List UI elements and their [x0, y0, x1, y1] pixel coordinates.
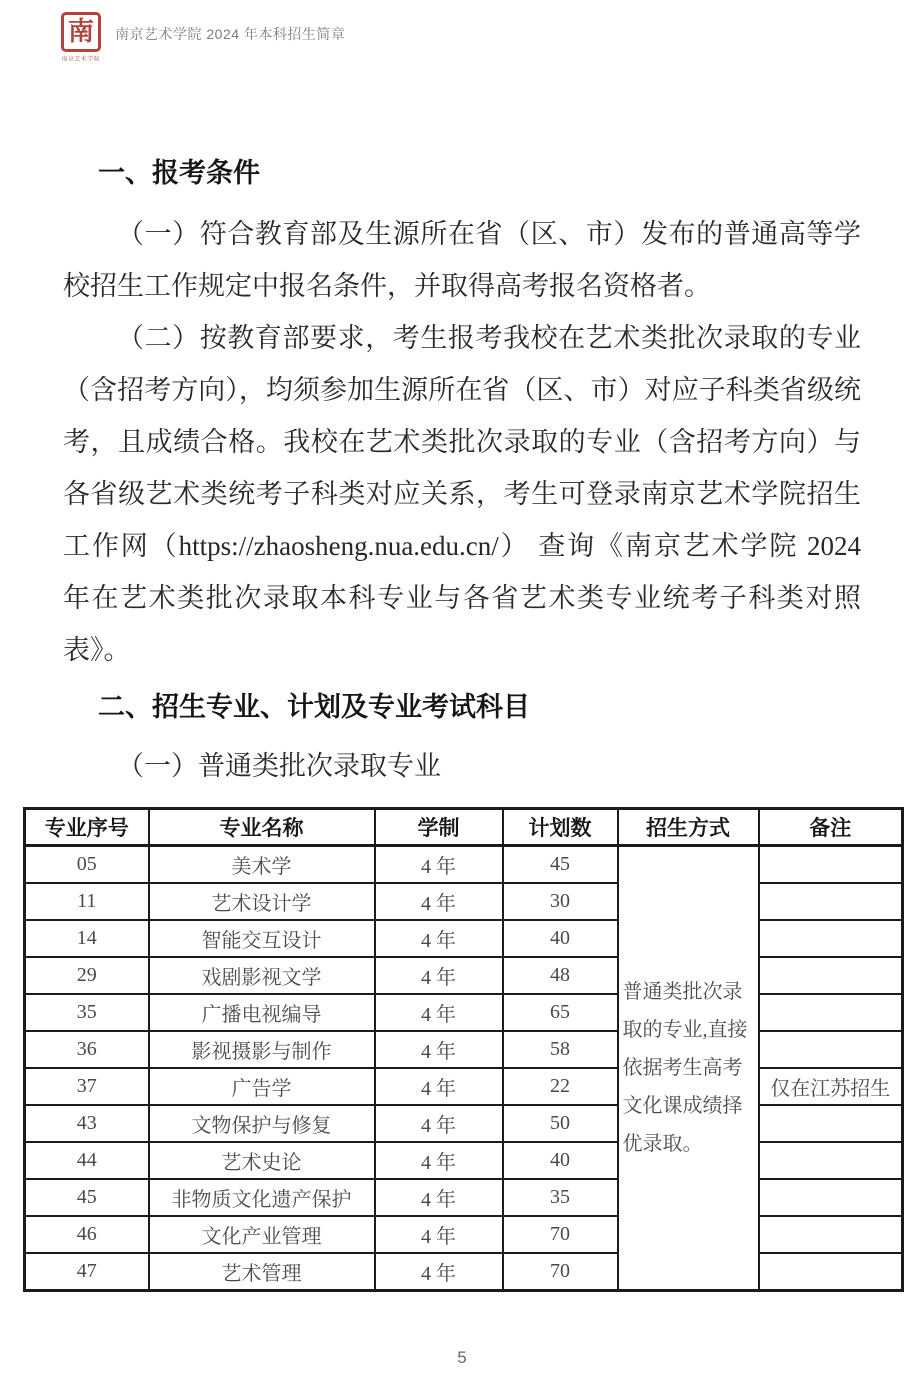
table-row: [25, 1031, 903, 1068]
cell-remark: [759, 1253, 903, 1291]
table-row: [25, 1105, 903, 1142]
table-row: [25, 994, 903, 1031]
column-header-admission-method: 招生方式: [618, 809, 759, 846]
cell-major-no: 35: [25, 994, 149, 1031]
cell-major-name: 非物质文化遗产保护: [149, 1179, 375, 1216]
section-2-heading: 二、招生专业、计划及专业考试科目: [98, 692, 530, 722]
table-header-row: [25, 809, 903, 846]
admission-plan-table-wrapper: [23, 807, 901, 1292]
cell-major-no: 37: [25, 1068, 149, 1105]
cell-major-no: 47: [25, 1253, 149, 1291]
cell-remark: [759, 920, 903, 957]
cell-duration: 4 年: [375, 1105, 503, 1142]
column-header-remark: 备注: [759, 809, 903, 846]
university-logo: [57, 12, 105, 64]
page-footer: [0, 1348, 924, 1368]
cell-remark: [759, 994, 903, 1031]
cell-duration: 4 年: [375, 1253, 503, 1291]
column-header-plan-count: 计划数: [503, 809, 618, 846]
cell-duration: 4 年: [375, 883, 503, 920]
cell-major-name: 美术学: [149, 846, 375, 884]
subsection-1-heading: （一）普通类批次录取专业: [117, 751, 441, 781]
document-header-title: 南京艺术学院 2024 年本科招生简章: [115, 26, 346, 42]
cell-plan-count: 30: [503, 883, 618, 920]
page-number: 5: [457, 1348, 467, 1367]
table-row: [25, 957, 903, 994]
cell-major-no: 14: [25, 920, 149, 957]
column-header-major-name: 专业名称: [149, 809, 375, 846]
cell-plan-count: 35: [503, 1179, 618, 1216]
table-row: [25, 1142, 903, 1179]
cell-duration: 4 年: [375, 1216, 503, 1253]
cell-plan-count: 50: [503, 1105, 618, 1142]
cell-major-name: 艺术设计学: [149, 883, 375, 920]
cell-duration: 4 年: [375, 957, 503, 994]
cell-major-no: 05: [25, 846, 149, 884]
cell-duration: 4 年: [375, 994, 503, 1031]
column-header-duration: 学制: [375, 809, 503, 846]
seal-caption: 南京艺术学院: [61, 55, 101, 63]
cell-remark: [759, 957, 903, 994]
paragraph-application-requirement-1: （一）符合教育部及生源所在省（区、市）发布的普通高等学校招生工作规定中报名条件，并取得高考报名资格者。: [63, 219, 861, 301]
cell-duration: 4 年: [375, 1142, 503, 1179]
cell-duration: 4 年: [375, 920, 503, 957]
cell-major-name: 艺术管理: [149, 1253, 375, 1291]
cell-major-name: 文物保护与修复: [149, 1105, 375, 1142]
cell-major-name: 影视摄影与制作: [149, 1031, 375, 1068]
cell-remark: [759, 1031, 903, 1068]
table-row: [25, 883, 903, 920]
cell-major-no: 43: [25, 1105, 149, 1142]
cell-remark: [759, 1142, 903, 1179]
cell-plan-count: 48: [503, 957, 618, 994]
cell-remark: 仅在江苏招生: [759, 1068, 903, 1105]
cell-remark: [759, 1179, 903, 1216]
seal-glyph: 南: [67, 17, 94, 46]
cell-major-name: 艺术史论: [149, 1142, 375, 1179]
table-row: [25, 846, 903, 884]
admission-plan-table: [23, 807, 904, 1292]
university-seal-icon: [61, 12, 101, 52]
cell-admission-method-merged: [618, 846, 759, 1291]
cell-plan-count: 70: [503, 1216, 618, 1253]
cell-remark: [759, 846, 903, 884]
cell-major-name: 智能交互设计: [149, 920, 375, 957]
cell-plan-count: 22: [503, 1068, 618, 1105]
table-row: [25, 1068, 903, 1105]
cell-plan-count: 40: [503, 1142, 618, 1179]
cell-major-name: 广告学: [149, 1068, 375, 1105]
cell-duration: 4 年: [375, 846, 503, 884]
column-header-major-no: 专业序号: [25, 809, 149, 846]
cell-duration: 4 年: [375, 1068, 503, 1105]
cell-plan-count: 45: [503, 846, 618, 884]
table-row: [25, 1179, 903, 1216]
cell-major-name: 广播电视编导: [149, 994, 375, 1031]
cell-major-name: 文化产业管理: [149, 1216, 375, 1253]
cell-plan-count: 58: [503, 1031, 618, 1068]
cell-plan-count: 70: [503, 1253, 618, 1291]
table-row: [25, 920, 903, 957]
cell-duration: 4 年: [375, 1179, 503, 1216]
cell-major-no: 29: [25, 957, 149, 994]
section-1-heading: 一、报考条件: [98, 158, 260, 188]
admission-method-text: 普通类批次录取的专业,直接依据考生高考文化课成绩择优录取。: [622, 981, 748, 1155]
cell-remark: [759, 1216, 903, 1253]
table-row: [25, 1216, 903, 1253]
cell-remark: [759, 1105, 903, 1142]
cell-remark: [759, 883, 903, 920]
cell-plan-count: 65: [503, 994, 618, 1031]
page-header: [0, 0, 924, 70]
paragraph-application-requirement-2: （二）按教育部要求，考生报考我校在艺术类批次录取的专业（含招考方向），均须参加生源所在省（区、市）对应子科类省级统考，且成绩合格。我校在艺术类批次录取的专业（含招考方向）与各省级艺术类统考子科类对应关系，考生可登录南京艺术学院招生工作网（https://zhaosheng.nua.edu.cn/） 查询《南京艺术学院 2024 年在艺术类批次录取本科专业与各省艺术类专业统考子科类对照表》。: [63, 323, 861, 665]
cell-plan-count: 40: [503, 920, 618, 957]
cell-major-no: 36: [25, 1031, 149, 1068]
cell-major-no: 45: [25, 1179, 149, 1216]
document-body: [63, 152, 861, 792]
cell-major-no: 11: [25, 883, 149, 920]
cell-duration: 4 年: [375, 1031, 503, 1068]
cell-major-no: 44: [25, 1142, 149, 1179]
cell-major-name: 戏剧影视文学: [149, 957, 375, 994]
cell-major-no: 46: [25, 1216, 149, 1253]
table-row: [25, 1253, 903, 1291]
